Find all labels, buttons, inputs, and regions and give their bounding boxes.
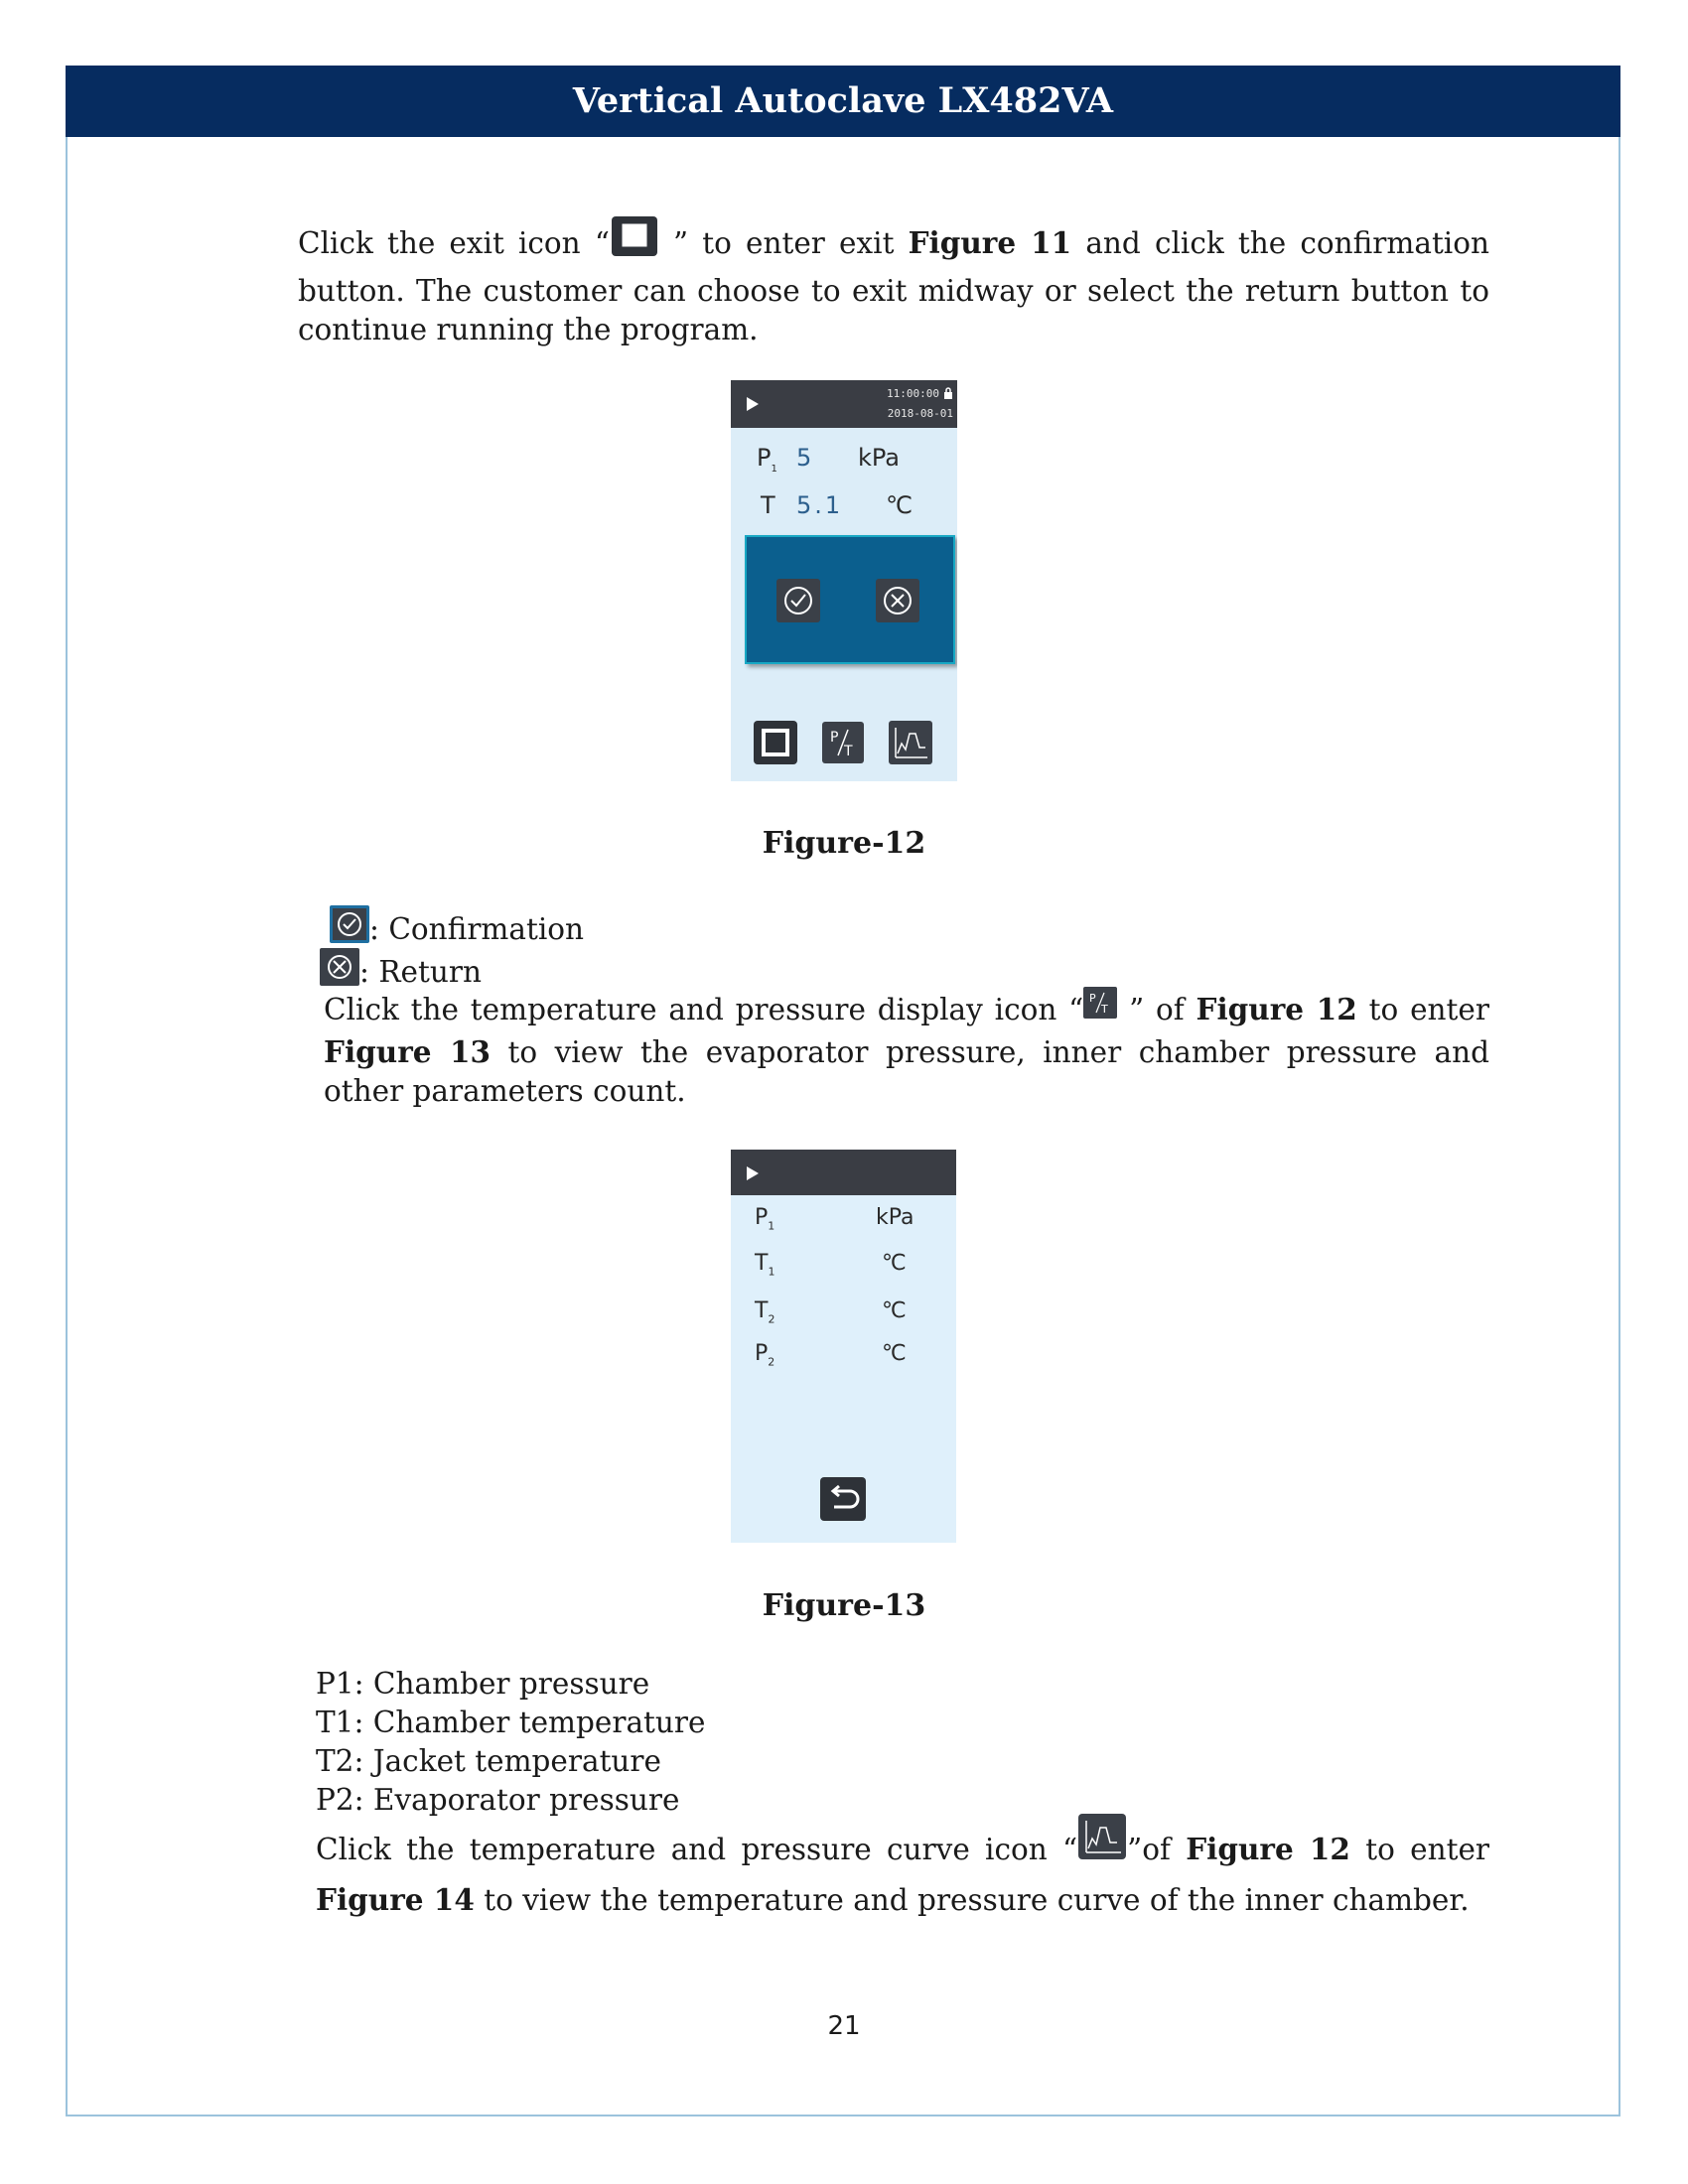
param-label: $T_2$ bbox=[755, 1298, 775, 1326]
definition-t2: T2: Jacket temperature bbox=[316, 1744, 661, 1778]
temperature-unit: ℃ bbox=[886, 491, 913, 519]
definition-p1: P1: Chamber pressure bbox=[316, 1667, 650, 1701]
check-circle-icon bbox=[330, 905, 369, 953]
stop-button-icon[interactable] bbox=[753, 720, 798, 765]
lock-icon bbox=[943, 387, 953, 399]
figure-12-caption: Figure-12 bbox=[762, 826, 926, 861]
param-unit: kPa bbox=[876, 1205, 914, 1230]
definition-t1: T1: Chamber temperature bbox=[316, 1706, 706, 1739]
cross-circle-icon bbox=[320, 948, 359, 996]
pressure-label: $P_1$ bbox=[757, 444, 777, 475]
confirm-check-icon[interactable] bbox=[776, 579, 820, 622]
intro-paragraph: Click the exit icon “ ” to enter exit Figure 11 and click the confirmation button. The customer can choose to exit midway or select the return button to continue running the program. bbox=[298, 218, 1489, 349]
status-bar bbox=[731, 1150, 956, 1195]
svg-text:P: P bbox=[1089, 992, 1096, 1005]
pt-display-inline-icon bbox=[1083, 987, 1117, 1028]
status-date: 2018-08-01 bbox=[887, 407, 953, 420]
pt-display-icon[interactable] bbox=[822, 722, 864, 763]
exit-stop-icon bbox=[610, 214, 659, 268]
legend-return: : Return bbox=[320, 950, 482, 998]
temperature-value: 5.1 bbox=[796, 491, 844, 519]
definition-p2: P2: Evaporator pressure bbox=[316, 1783, 680, 1817]
back-return-icon[interactable] bbox=[820, 1477, 866, 1521]
page-number: 21 bbox=[827, 2011, 861, 2041]
page-header: Vertical Autoclave LX482VA bbox=[66, 66, 1620, 137]
curve-paragraph: Click the temperature and pressure curve icon “ ”of Figure 12 to enter Figure 14 to view the temperature and pressure curve of the inner chamber. bbox=[316, 1823, 1489, 1920]
pressure-unit: kPa bbox=[858, 444, 900, 472]
figure-13-screen bbox=[731, 1150, 956, 1543]
param-unit: ℃ bbox=[882, 1341, 907, 1366]
curve-inline-icon bbox=[1077, 1813, 1127, 1870]
param-label: $P_1$ bbox=[755, 1205, 775, 1233]
svg-text:T: T bbox=[1101, 1003, 1108, 1016]
param-unit: ℃ bbox=[882, 1298, 907, 1323]
figure-12-screen bbox=[731, 380, 957, 781]
pressure-value: 5 bbox=[796, 444, 812, 472]
definitions-list bbox=[316, 1665, 705, 1820]
play-icon bbox=[745, 396, 761, 412]
temperature-label: T bbox=[761, 491, 775, 519]
legend-confirmation: : Confirmation bbox=[330, 907, 584, 955]
param-label: $T_1$ bbox=[755, 1251, 775, 1279]
svg-text:P: P bbox=[830, 730, 839, 746]
figure-13-caption: Figure-13 bbox=[762, 1588, 926, 1623]
curve-chart-icon[interactable] bbox=[888, 720, 933, 765]
param-label: $P_2$ bbox=[755, 1341, 775, 1369]
pt-display-paragraph: Click the temperature and pressure display icon “ P T ” of Figure 12 to enter Figure 13 to view the evaporator pressure, inner chamber pressure and other parameters count. bbox=[324, 990, 1489, 1111]
exit-confirm-dialog bbox=[745, 535, 955, 664]
return-cross-icon[interactable] bbox=[876, 579, 919, 622]
param-unit: ℃ bbox=[882, 1251, 907, 1276]
status-bar bbox=[731, 380, 957, 428]
svg-text:T: T bbox=[844, 744, 853, 759]
play-icon bbox=[745, 1165, 761, 1181]
status-time: 11:00:00 bbox=[887, 387, 939, 400]
